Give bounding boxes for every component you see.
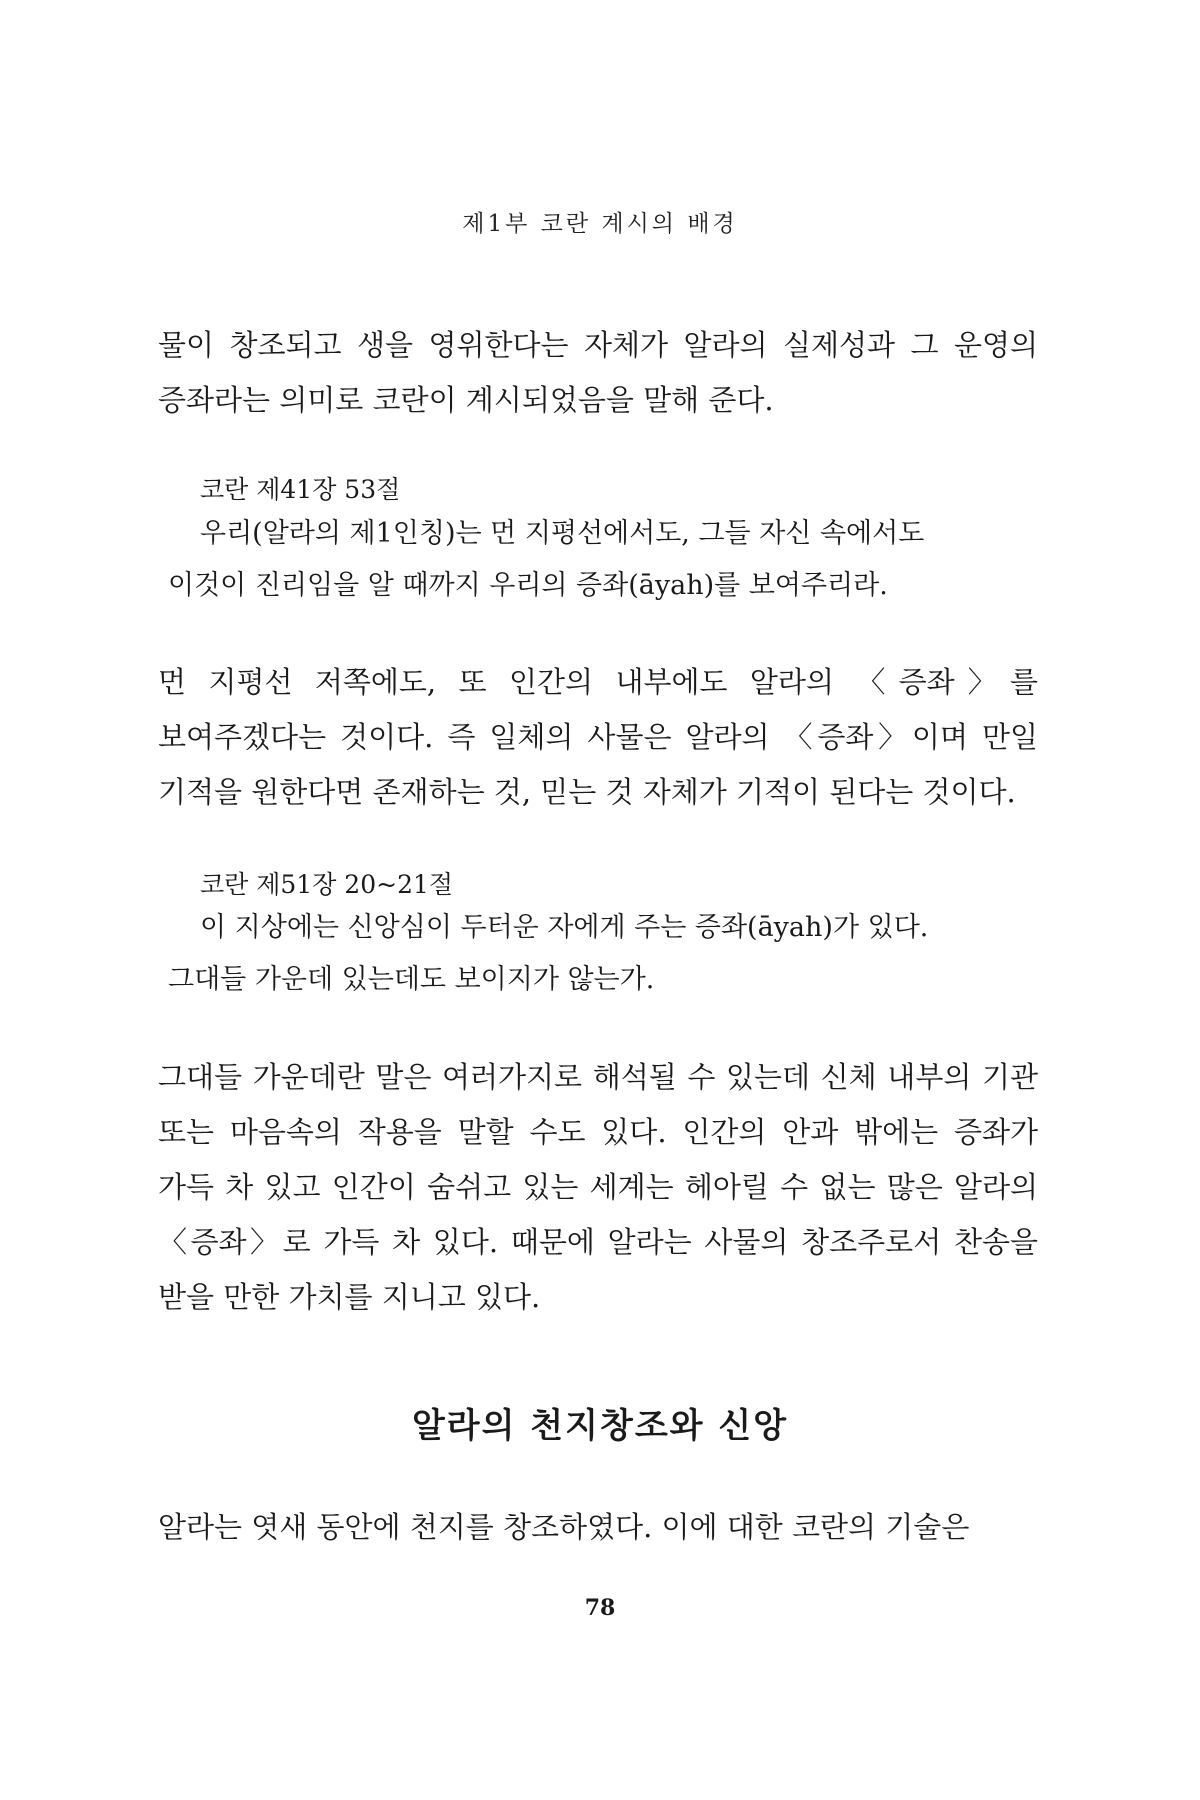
quote-2-reference: 코란 제51장 20~21절 bbox=[200, 870, 454, 899]
paragraph-3: 그대들 가운데란 말은 여러가지로 해석될 수 있는데 신체 내부의 기관 또는 마음속의 작용을 말할 수도 있다. 인간의 안과 밖에는 증좌가 가득 차 있고 인간이 숨쉬고 있는 세계는 헤아릴 수 없는 많은 알라의 〈증좌〉로 가득 차 있다. 때문에 알라는 사물의 창조주로서 찬송을 받을 만한 가치를 지니고 있다. bbox=[158, 1060, 1038, 1314]
section-heading: 알라의 천지창조와 신앙 bbox=[411, 1406, 789, 1446]
paragraph-2: 먼 지평선 저쪽에도, 또 인간의 내부에도 알라의 〈증좌〉를 보여주겠다는 것이다. 즉 일체의 사물은 알라의 〈증좌〉이며 만일 기적을 원한다면 존재하는 것, 믿는 것 자체가 기적이 된다는 것이다. bbox=[158, 665, 1038, 809]
quote-2-text: 이 지상에는 신앙심이 두터운 자에게 주는 증좌(āyah)가 있다. 그대들 가운데 있는데도 보이지가 않는가. bbox=[168, 912, 929, 995]
paragraph-4: 알라는 엿새 동안에 천지를 창조하였다. 이에 대한 코란의 기술은 bbox=[158, 1510, 970, 1544]
running-head: 제1부 코란 계시의 배경 bbox=[462, 211, 738, 237]
quote-1-reference: 코란 제41장 53절 bbox=[200, 475, 401, 504]
page-number: 78 bbox=[584, 1595, 616, 1621]
quote-1-text: 우리(알라의 제1인칭)는 먼 지평선에서도, 그들 자신 속에서도 이것이 진리임을 알 때까지 우리의 증좌(āyah)를 보여주리라. bbox=[168, 518, 925, 601]
paragraph-1: 물이 창조되고 생을 영위한다는 자체가 알라의 실제성과 그 운영의 증좌라는 의미로 코란이 계시되었음을 말해 준다. bbox=[158, 328, 1038, 417]
